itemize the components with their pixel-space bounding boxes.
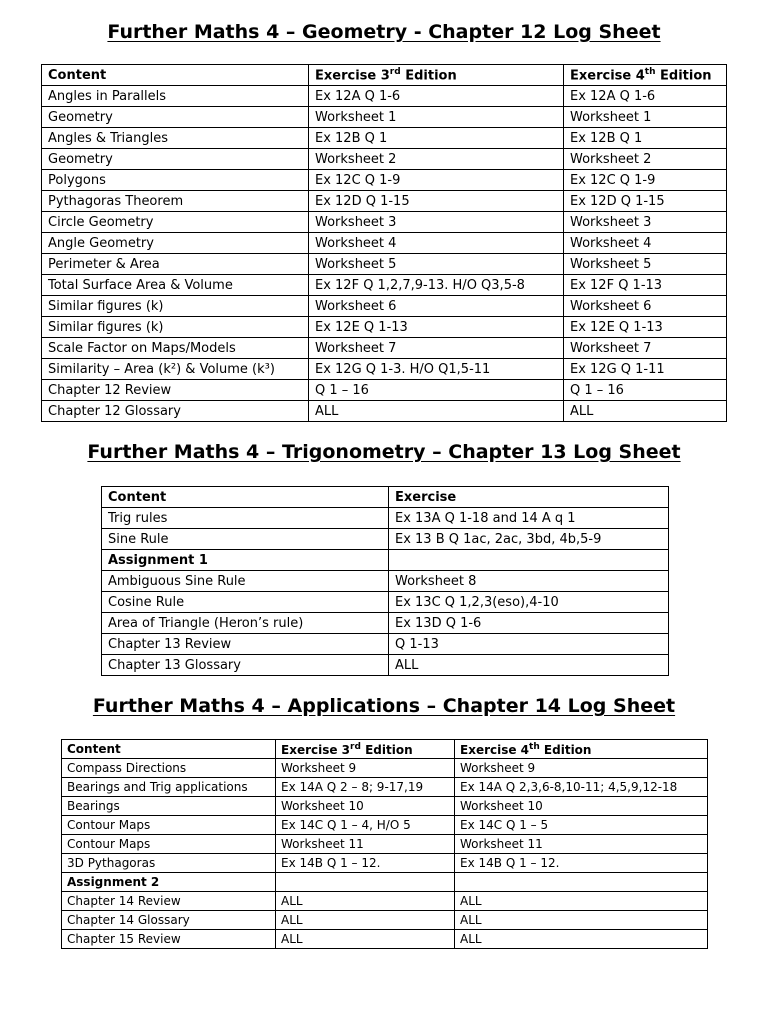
exercise-cell: Worksheet 5 (309, 254, 564, 275)
content-cell: Contour Maps (62, 816, 276, 835)
exercise-cell: Ex 14B Q 1 – 12. (276, 854, 455, 873)
table-row (62, 892, 708, 911)
exercise-cell: ALL (455, 930, 708, 949)
table-row (102, 550, 669, 571)
content-cell: Area of Triangle (Heron’s rule) (102, 613, 389, 634)
exercise-cell: Ex 12D Q 1-15 (564, 191, 727, 212)
exercise-cell: Ex 12F Q 1-13 (564, 275, 727, 296)
content-cell: Geometry (42, 107, 309, 128)
exercise-cell: Ex 14C Q 1 – 5 (455, 816, 708, 835)
table-header-row (62, 740, 708, 759)
table-row (42, 170, 727, 191)
exercise-cell: Q 1 – 16 (309, 380, 564, 401)
table-row (42, 380, 727, 401)
column-header: Content (62, 740, 276, 759)
table-row (62, 835, 708, 854)
exercise-cell: Worksheet 6 (309, 296, 564, 317)
exercise-cell: ALL (276, 892, 455, 911)
exercise-cell: Worksheet 2 (564, 149, 727, 170)
column-header: Exercise 4th Edition (455, 740, 708, 759)
content-cell: Chapter 13 Review (102, 634, 389, 655)
exercise-cell: Worksheet 1 (309, 107, 564, 128)
exercise-cell: Q 1-13 (389, 634, 669, 655)
table-row (62, 854, 708, 873)
exercise-cell: ALL (276, 911, 455, 930)
content-cell: Perimeter & Area (42, 254, 309, 275)
table-row (42, 296, 727, 317)
exercise-cell: Worksheet 11 (455, 835, 708, 854)
exercise-cell: Ex 12E Q 1-13 (564, 317, 727, 338)
content-cell: Angle Geometry (42, 233, 309, 254)
content-cell: Chapter 14 Review (62, 892, 276, 911)
content-cell: Chapter 12 Glossary (42, 401, 309, 422)
table-row (42, 317, 727, 338)
content-cell: Chapter 14 Glossary (62, 911, 276, 930)
exercise-cell (389, 550, 669, 571)
content-cell: Similarity – Area (k²) & Volume (k³) (42, 359, 309, 380)
content-cell: Chapter 12 Review (42, 380, 309, 401)
table-row (102, 613, 669, 634)
content-cell: Geometry (42, 149, 309, 170)
exercise-cell: Ex 12A Q 1-6 (564, 86, 727, 107)
exercise-cell: Ex 14A Q 2 – 8; 9-17,19 (276, 778, 455, 797)
content-cell: Compass Directions (62, 759, 276, 778)
exercise-cell: Ex 12A Q 1-6 (309, 86, 564, 107)
exercise-cell: ALL (276, 930, 455, 949)
exercise-cell: Worksheet 2 (309, 149, 564, 170)
content-cell: Sine Rule (102, 529, 389, 550)
applications-title: Further Maths 4 – Applications – Chapter 14 Log Sheet (92, 695, 676, 717)
content-cell: Trig rules (102, 508, 389, 529)
exercise-cell: Ex 13 B Q 1ac, 2ac, 3bd, 4b,5-9 (389, 529, 669, 550)
content-cell: Polygons (42, 170, 309, 191)
exercise-cell: Worksheet 4 (564, 233, 727, 254)
exercise-cell: Worksheet 3 (309, 212, 564, 233)
exercise-cell: Ex 12C Q 1-9 (564, 170, 727, 191)
table-row (62, 797, 708, 816)
exercise-cell: Worksheet 9 (276, 759, 455, 778)
exercise-cell: Worksheet 7 (309, 338, 564, 359)
table-row (102, 508, 669, 529)
exercise-cell: Ex 12D Q 1-15 (309, 191, 564, 212)
content-cell: Ambiguous Sine Rule (102, 571, 389, 592)
content-cell: Angles in Parallels (42, 86, 309, 107)
content-cell: 3D Pythagoras (62, 854, 276, 873)
table-row (42, 254, 727, 275)
exercise-cell: Ex 13A Q 1-18 and 14 A q 1 (389, 508, 669, 529)
column-header: Content (102, 487, 389, 508)
exercise-cell: ALL (309, 401, 564, 422)
table-row (102, 634, 669, 655)
table-row (42, 338, 727, 359)
table-row (62, 816, 708, 835)
content-cell: Bearings and Trig applications (62, 778, 276, 797)
table-row (42, 359, 727, 380)
table-row (42, 212, 727, 233)
content-cell: Total Surface Area & Volume (42, 275, 309, 296)
content-cell: Chapter 15 Review (62, 930, 276, 949)
content-cell: Assignment 1 (102, 550, 389, 571)
geometry-title: Further Maths 4 – Geometry - Chapter 12 Log Sheet (107, 21, 661, 43)
column-header: Exercise 3rd Edition (276, 740, 455, 759)
exercise-cell: ALL (455, 892, 708, 911)
exercise-cell: Ex 13C Q 1,2,3(eso),4-10 (389, 592, 669, 613)
table-header-row (42, 65, 727, 86)
exercise-cell: Ex 12E Q 1-13 (309, 317, 564, 338)
table-row (62, 930, 708, 949)
exercise-cell: Ex 12F Q 1,2,7,9-13. H/O Q3,5-8 (309, 275, 564, 296)
table-row (62, 911, 708, 930)
content-cell: Similar figures (k) (42, 317, 309, 338)
content-cell: Similar figures (k) (42, 296, 309, 317)
exercise-cell: Worksheet 9 (455, 759, 708, 778)
content-cell: Contour Maps (62, 835, 276, 854)
content-cell: Chapter 13 Glossary (102, 655, 389, 676)
table-row (102, 571, 669, 592)
table-row (62, 873, 708, 892)
exercise-cell: ALL (564, 401, 727, 422)
column-header: Exercise 3rd Edition (309, 65, 564, 86)
exercise-cell: ALL (455, 911, 708, 930)
table-row (42, 275, 727, 296)
exercise-cell: Ex 12B Q 1 (564, 128, 727, 149)
column-header: Exercise 4th Edition (564, 65, 727, 86)
exercise-cell (455, 873, 708, 892)
table-row (62, 759, 708, 778)
exercise-cell: Ex 12C Q 1-9 (309, 170, 564, 191)
exercise-cell: Ex 14B Q 1 – 12. (455, 854, 708, 873)
trigonometry-rows (102, 487, 669, 676)
exercise-cell: Worksheet 1 (564, 107, 727, 128)
exercise-cell: Worksheet 6 (564, 296, 727, 317)
table-row (102, 529, 669, 550)
trigonometry-log-table (101, 486, 669, 676)
content-cell: Circle Geometry (42, 212, 309, 233)
exercise-cell: Worksheet 5 (564, 254, 727, 275)
content-cell: Pythagoras Theorem (42, 191, 309, 212)
content-cell: Assignment 2 (62, 873, 276, 892)
exercise-cell: Ex 12B Q 1 (309, 128, 564, 149)
content-cell: Scale Factor on Maps/Models (42, 338, 309, 359)
exercise-cell: Ex 13D Q 1-6 (389, 613, 669, 634)
exercise-cell: Worksheet 8 (389, 571, 669, 592)
table-row (42, 401, 727, 422)
exercise-cell: Worksheet 10 (455, 797, 708, 816)
exercise-cell: Ex 14A Q 2,3,6-8,10-11; 4,5,9,12-18 (455, 778, 708, 797)
content-cell: Cosine Rule (102, 592, 389, 613)
table-row (42, 86, 727, 107)
table-row (102, 592, 669, 613)
exercise-cell: Worksheet 3 (564, 212, 727, 233)
table-row (42, 191, 727, 212)
trigonometry-title: Further Maths 4 – Trigonometry – Chapter 13 Log Sheet (87, 441, 681, 463)
content-cell: Bearings (62, 797, 276, 816)
exercise-cell: Ex 14C Q 1 – 4, H/O 5 (276, 816, 455, 835)
exercise-cell: Worksheet 10 (276, 797, 455, 816)
table-header-row (102, 487, 669, 508)
exercise-cell: Ex 12G Q 1-3. H/O Q1,5-11 (309, 359, 564, 380)
exercise-cell: Ex 12G Q 1-11 (564, 359, 727, 380)
table-row (42, 149, 727, 170)
table-row (102, 655, 669, 676)
column-header: Content (42, 65, 309, 86)
exercise-cell (276, 873, 455, 892)
exercise-cell: Q 1 – 16 (564, 380, 727, 401)
exercise-cell: Worksheet 4 (309, 233, 564, 254)
applications-log-table (61, 739, 708, 949)
table-row (42, 233, 727, 254)
geometry-log-table (41, 64, 727, 422)
table-row (42, 128, 727, 149)
table-row (42, 107, 727, 128)
exercise-cell: ALL (389, 655, 669, 676)
column-header: Exercise (389, 487, 669, 508)
exercise-cell: Worksheet 11 (276, 835, 455, 854)
table-row (62, 778, 708, 797)
geometry-rows (42, 65, 727, 422)
exercise-cell: Worksheet 7 (564, 338, 727, 359)
applications-rows (62, 740, 708, 949)
content-cell: Angles & Triangles (42, 128, 309, 149)
